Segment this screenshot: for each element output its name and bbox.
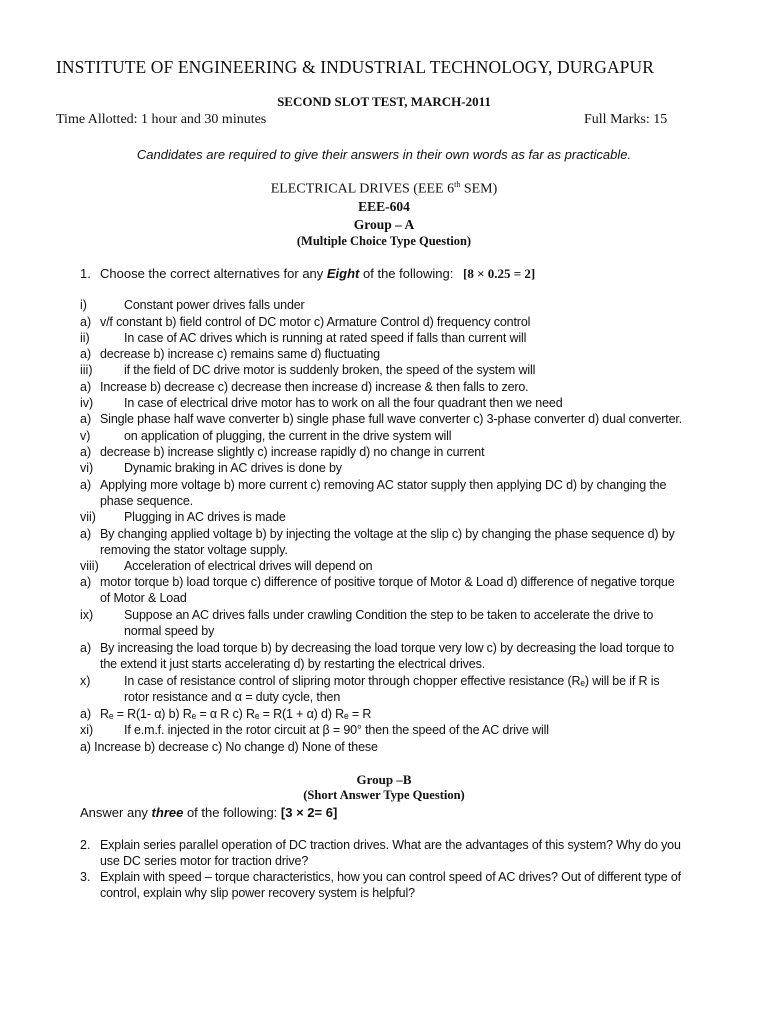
full-marks: Full Marks: 15 bbox=[584, 112, 668, 127]
mcq-line: v/f constant b) field control of DC motor c) Armature Control d) frequency control bbox=[100, 315, 531, 329]
short-answer-subheading: (Short Answer Type Question) bbox=[303, 788, 465, 802]
short-question-line: use DC series motor for traction drive? bbox=[100, 854, 309, 868]
answer-instruction bbox=[80, 805, 337, 820]
mcq-line: if the field of DC drive motor is suddenly broken, the speed of the system will bbox=[124, 363, 536, 377]
subject-title bbox=[0, 180, 768, 198]
mcq-line: In case of resistance control of slipring motor through chopper effective resistance (Rₑ) will be if R is bbox=[124, 674, 660, 688]
mcq-line: Plugging in AC drives is made bbox=[124, 510, 286, 524]
mcq-line: the extend it just starts accelerating d) by restarting the electrical drives. bbox=[100, 657, 486, 671]
subject-suffix: SEM) bbox=[460, 181, 498, 197]
mcq-label: v) bbox=[80, 429, 91, 443]
mcq-line: Constant power drives falls under bbox=[124, 298, 305, 312]
mcq-line: Single phase half wave converter b) single phase full wave converter c) 3-phase converter d) dual converter. bbox=[100, 412, 683, 426]
question-1-number: 1. bbox=[80, 266, 91, 281]
short-question-number: 3. bbox=[80, 870, 91, 884]
mcq-label: vi) bbox=[80, 461, 94, 475]
mcq-line: By increasing the load torque b) by decreasing the load torque very low c) by decreasing the load torque to bbox=[100, 641, 674, 655]
mcq-line: rotor resistance and α = duty cycle, then bbox=[124, 690, 341, 704]
mcq-line: In case of electrical drive motor has to work on all the four quadrant then we need bbox=[124, 396, 563, 410]
question-1-marks: [8 × 0.25 = 2] bbox=[463, 266, 536, 281]
mcq-label: a) bbox=[80, 445, 92, 459]
mcq-label: a) bbox=[80, 641, 92, 655]
time-allotted: Time Allotted: 1 hour and 30 minutes bbox=[56, 112, 267, 127]
candidate-instruction: Candidates are required to give their answers in their own words as far as practicable. bbox=[136, 147, 632, 162]
subject-superscript: th bbox=[454, 180, 461, 189]
subject-text: ELECTRICAL DRIVES (EEE 6 bbox=[270, 181, 455, 197]
mcq-line: decrease b) increase slightly c) increase rapidly d) no change in current bbox=[100, 445, 485, 459]
short-question-line: Explain with speed – torque characteristics, how you can control speed of AC drives? Out of different type of bbox=[100, 870, 681, 884]
institute-name: INSTITUTE OF ENGINEERING & INDUSTRIAL TECHNOLOGY, DURGAPUR bbox=[56, 57, 655, 77]
mcq-label: a) bbox=[80, 412, 92, 426]
mcq-label: ii) bbox=[80, 331, 90, 345]
mcq-line: a) Increase b) decrease c) No change d) None of these bbox=[80, 740, 378, 754]
mcq-line: Suppose an AC drives falls under crawling Condition the step to be taken to accelerate the drive to bbox=[124, 608, 654, 622]
mcq-line: removing the stator voltage supply. bbox=[100, 543, 288, 557]
mcq-label: viii) bbox=[80, 559, 99, 573]
group-a-heading: Group – A bbox=[353, 217, 415, 232]
mcq-label: ix) bbox=[80, 608, 94, 622]
mcq-label: a) bbox=[80, 478, 92, 492]
ans-pre: Answer any bbox=[80, 805, 152, 820]
ans-marks: [3 × 2= 6] bbox=[280, 805, 338, 820]
mcq-line: Rₑ = R(1- α) b) Rₑ = α R c) Rₑ = R(1 + α) d) Rₑ = R bbox=[100, 707, 372, 721]
mcq-line: Increase b) decrease c) decrease then increase d) increase & then falls to zero. bbox=[100, 380, 529, 394]
mcq-line: Acceleration of electrical drives will depend on bbox=[124, 559, 373, 573]
mcq-label: x) bbox=[80, 674, 91, 688]
subject-code: EEE-604 bbox=[358, 199, 410, 214]
mcq-label: a) bbox=[80, 380, 92, 394]
test-title: SECOND SLOT TEST, MARCH-2011 bbox=[277, 94, 491, 109]
mcq-label: iv) bbox=[80, 396, 94, 410]
group-b-heading: Group –B bbox=[356, 772, 412, 787]
mcq-label: i) bbox=[80, 298, 87, 312]
mcq-label: iii) bbox=[80, 363, 93, 377]
ans-mid: of the following: bbox=[183, 805, 281, 820]
mcq-label: a) bbox=[80, 315, 92, 329]
ans-emphasis: three bbox=[151, 805, 184, 820]
q1-post: of the following: bbox=[359, 266, 454, 281]
mcq-line: decrease b) increase c) remains same d) fluctuating bbox=[100, 347, 380, 361]
short-question-number: 2. bbox=[80, 838, 91, 852]
mcq-line: If e.m.f. injected in the rotor circuit at β = 90° then the speed of the AC drive will bbox=[124, 723, 549, 737]
mcq-label: a) bbox=[80, 707, 92, 721]
mcq-line: Dynamic braking in AC drives is done by bbox=[124, 461, 342, 475]
short-question-line: Explain series parallel operation of DC traction drives. What are the advantages of this system? Why do you bbox=[100, 838, 681, 852]
mcq-line: In case of AC drives which is running at rated speed if falls than current will bbox=[124, 331, 527, 345]
mcq-line: normal speed by bbox=[124, 624, 215, 638]
mcq-label: xi) bbox=[80, 723, 94, 737]
mcq-line: phase sequence. bbox=[100, 494, 193, 508]
mcq-line: motor torque b) load torque c) difference of positive torque of Motor & Load d) difference of negative torque bbox=[100, 575, 675, 589]
q1-emphasis: Eight bbox=[326, 266, 360, 281]
q1-pre: Choose the correct alternatives for any bbox=[100, 266, 327, 281]
question-1-text bbox=[100, 266, 453, 281]
mcq-line: of Motor & Load bbox=[100, 591, 187, 605]
mcq-label: a) bbox=[80, 527, 92, 541]
mcq-label: a) bbox=[80, 347, 92, 361]
mcq-line: Applying more voltage b) more current c) removing AC stator supply then applying DC d) by changing the bbox=[100, 478, 667, 492]
mcq-subheading: (Multiple Choice Type Question) bbox=[296, 234, 472, 248]
mcq-label: vii) bbox=[80, 510, 96, 524]
short-question-line: control, explain why slip power recovery system is helpful? bbox=[100, 886, 415, 900]
mcq-line: on application of plugging, the current in the drive system will bbox=[124, 429, 452, 443]
mcq-line: By changing applied voltage b) by injecting the voltage at the slip c) by changing the phase sequence d) by bbox=[100, 527, 675, 541]
mcq-label: a) bbox=[80, 575, 92, 589]
